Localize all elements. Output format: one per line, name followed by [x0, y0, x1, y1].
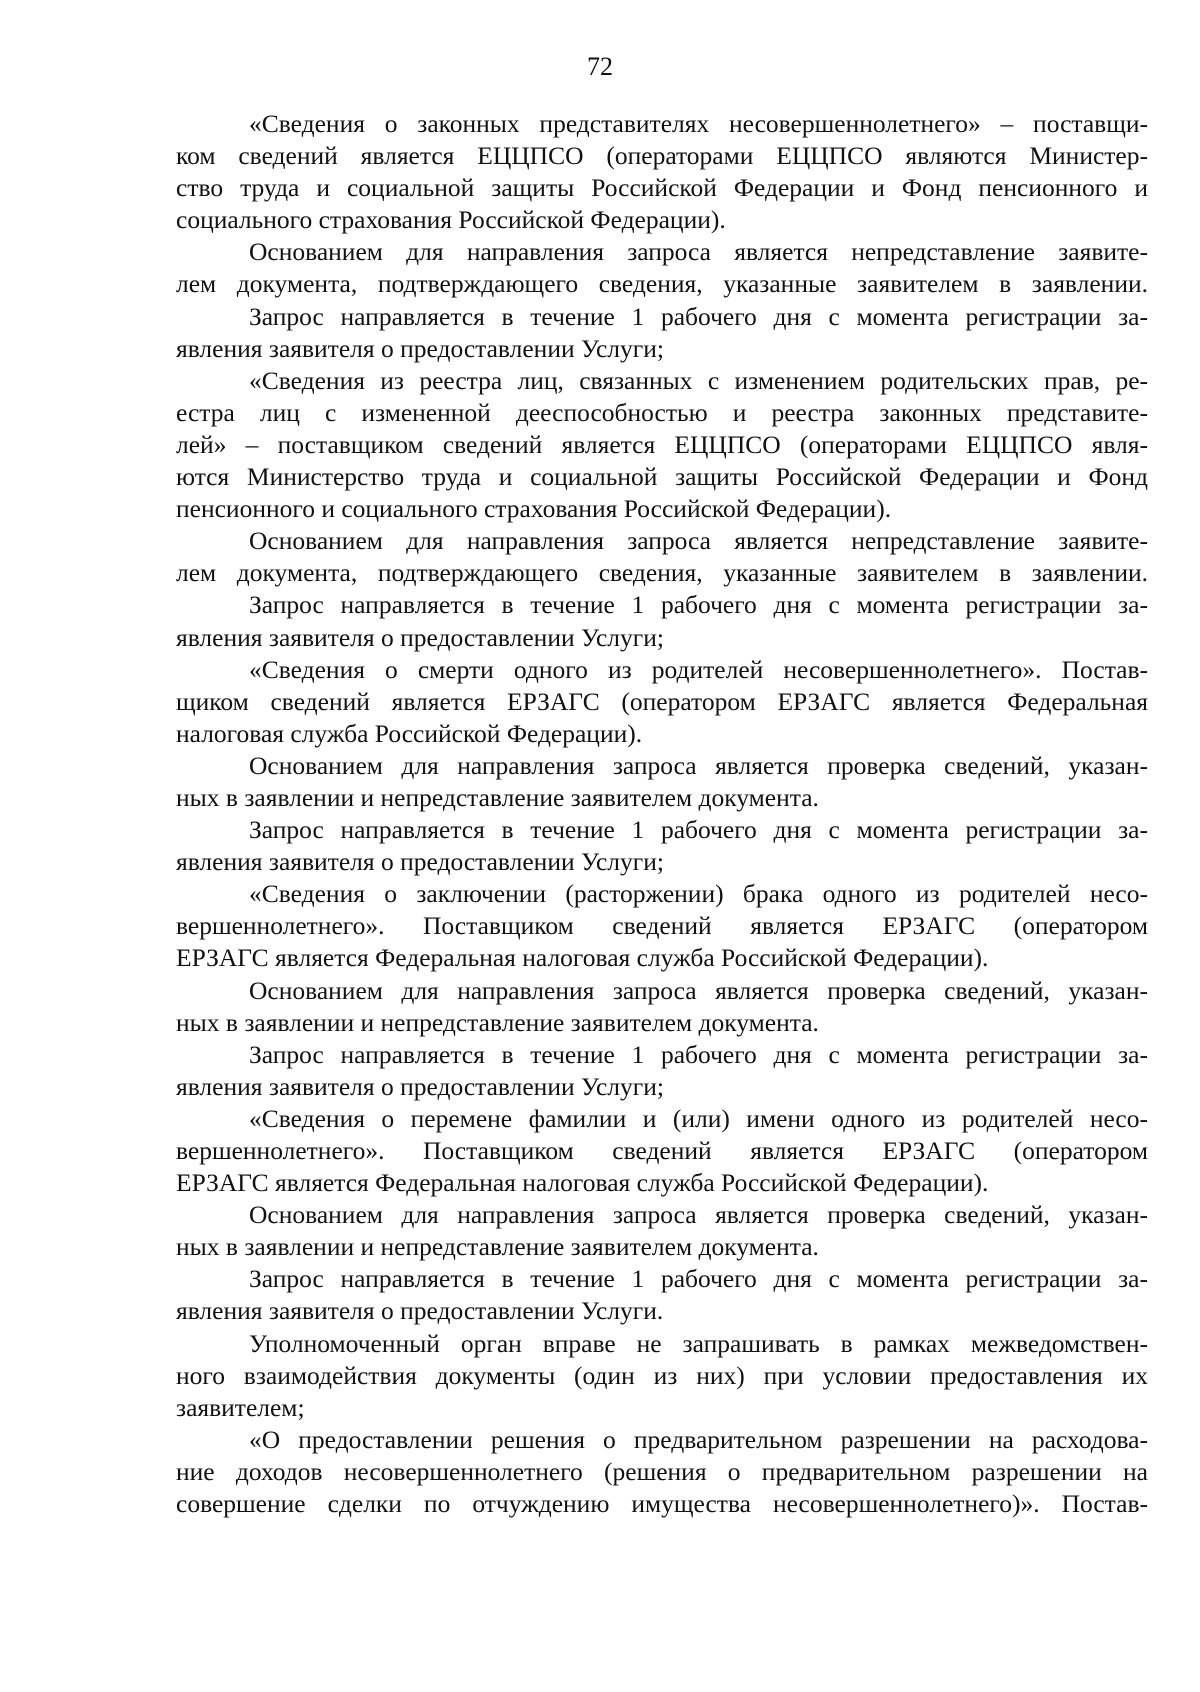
- text-line: Основанием для направления запроса является непредставление заявите-: [249, 237, 1148, 267]
- text-line: ЕРЗАГС является Федеральная налоговая служба Российской Федерации).: [176, 943, 989, 973]
- text-line: вершеннолетнего». Поставщиком сведений является ЕРЗАГС (оператором: [176, 1136, 1148, 1165]
- text-line: заявителем;: [176, 1392, 305, 1422]
- text-line: «Сведения о законных представителях несовершеннолетнего» – поставщи-: [249, 109, 1148, 138]
- text-line: вершеннолетнего». Поставщиком сведений является ЕРЗАГС (оператором: [176, 911, 1148, 941]
- text-line: социального страхования Российской Федерации).: [176, 205, 726, 235]
- text-line: пенсионного и социального страхования Российской Федерации).: [176, 494, 892, 524]
- text-line: «Сведения из реестра лиц, связанных с изменением родительских прав, ре-: [249, 365, 1148, 395]
- text-line: Основанием для направления запроса является проверка сведений, указан-: [249, 750, 1148, 780]
- text-line: Основанием для направления запроса является проверка сведений, указан-: [249, 1200, 1148, 1230]
- text-line: ных в заявлении и непредставление заявителем документа.: [176, 1007, 819, 1037]
- text-line: лей» – поставщиком сведений является ЕЦЦПСО (операторами ЕЦЦПСО явля-: [176, 429, 1148, 459]
- text-line: ются Министерство труда и социальной защиты Российской Федерации и Фонд: [176, 462, 1148, 492]
- text-line: Запрос направляется в течение 1 рабочего дня с момента регистрации за-: [249, 1264, 1148, 1294]
- text-line: ного взаимодействия документы (один из них) при условии предоставления их: [176, 1360, 1148, 1390]
- text-line: Запрос направляется в течение 1 рабочего дня с момента регистрации за-: [249, 815, 1148, 845]
- body-text: [176, 108, 1148, 1520]
- text-line: «Сведения о заключении (расторжении) брака одного из родителей несо-: [249, 879, 1148, 909]
- text-line: явления заявителя о предоставлении Услуги.: [176, 1296, 664, 1326]
- text-line: лем документа, подтверждающего сведения, указанные заявителем в заявлении.: [176, 269, 1148, 299]
- text-line: явления заявителя о предоставлении Услуги;: [176, 847, 664, 877]
- text-line: ние доходов несовершеннолетнего (решения о предварительном разрешении на: [176, 1456, 1148, 1486]
- text-line: лем документа, подтверждающего сведения, указанные заявителем в заявлении.: [176, 558, 1148, 588]
- text-line: явления заявителя о предоставлении Услуги;: [176, 1071, 664, 1101]
- text-line: Основанием для направления запроса является проверка сведений, указан-: [249, 975, 1148, 1005]
- text-line: «Сведения о смерти одного из родителей несовершеннолетнего». Постав-: [249, 654, 1148, 684]
- text-line: ком сведений является ЕЦЦПСО (операторами ЕЦЦПСО являются Министер-: [176, 141, 1148, 171]
- text-line: Запрос направляется в течение 1 рабочего дня с момента регистрации за-: [249, 1039, 1148, 1069]
- text-line: явления заявителя о предоставлении Услуги;: [176, 622, 664, 652]
- text-line: «Сведения о перемене фамилии и (или) имени одного из родителей несо-: [249, 1103, 1148, 1133]
- text-line: Запрос направляется в течение 1 рабочего дня с момента регистрации за-: [249, 590, 1148, 620]
- text-line: ных в заявлении и непредставление заявителем документа.: [176, 782, 819, 812]
- text-line: налоговая служба Российской Федерации).: [176, 718, 643, 748]
- text-line: Основанием для направления запроса является непредставление заявите-: [249, 526, 1148, 556]
- text-line: ных в заявлении и непредставление заявителем документа.: [176, 1232, 819, 1262]
- page-number: 72: [587, 52, 613, 81]
- text-line: щиком сведений является ЕРЗАГС (оператором ЕРЗАГС является Федеральная: [176, 686, 1148, 716]
- text-line: совершение сделки по отчуждению имущества несовершеннолетнего)». Постав-: [176, 1489, 1148, 1519]
- text-line: «О предоставлении решения о предварительном разрешении на расходова-: [249, 1424, 1148, 1454]
- text-line: ство труда и социальной защиты Российской Федерации и Фонд пенсионного и: [176, 173, 1148, 203]
- text-line: Запрос направляется в течение 1 рабочего дня с момента регистрации за-: [249, 301, 1148, 331]
- text-line: явления заявителя о предоставлении Услуги;: [176, 333, 664, 363]
- text-line: естра лиц с измененной дееспособностью и реестра законных представите-: [176, 397, 1148, 427]
- text-line: Уполномоченный орган вправе не запрашивать в рамках межведомствен-: [249, 1328, 1148, 1358]
- text-line: ЕРЗАГС является Федеральная налоговая служба Российской Федерации).: [176, 1168, 989, 1198]
